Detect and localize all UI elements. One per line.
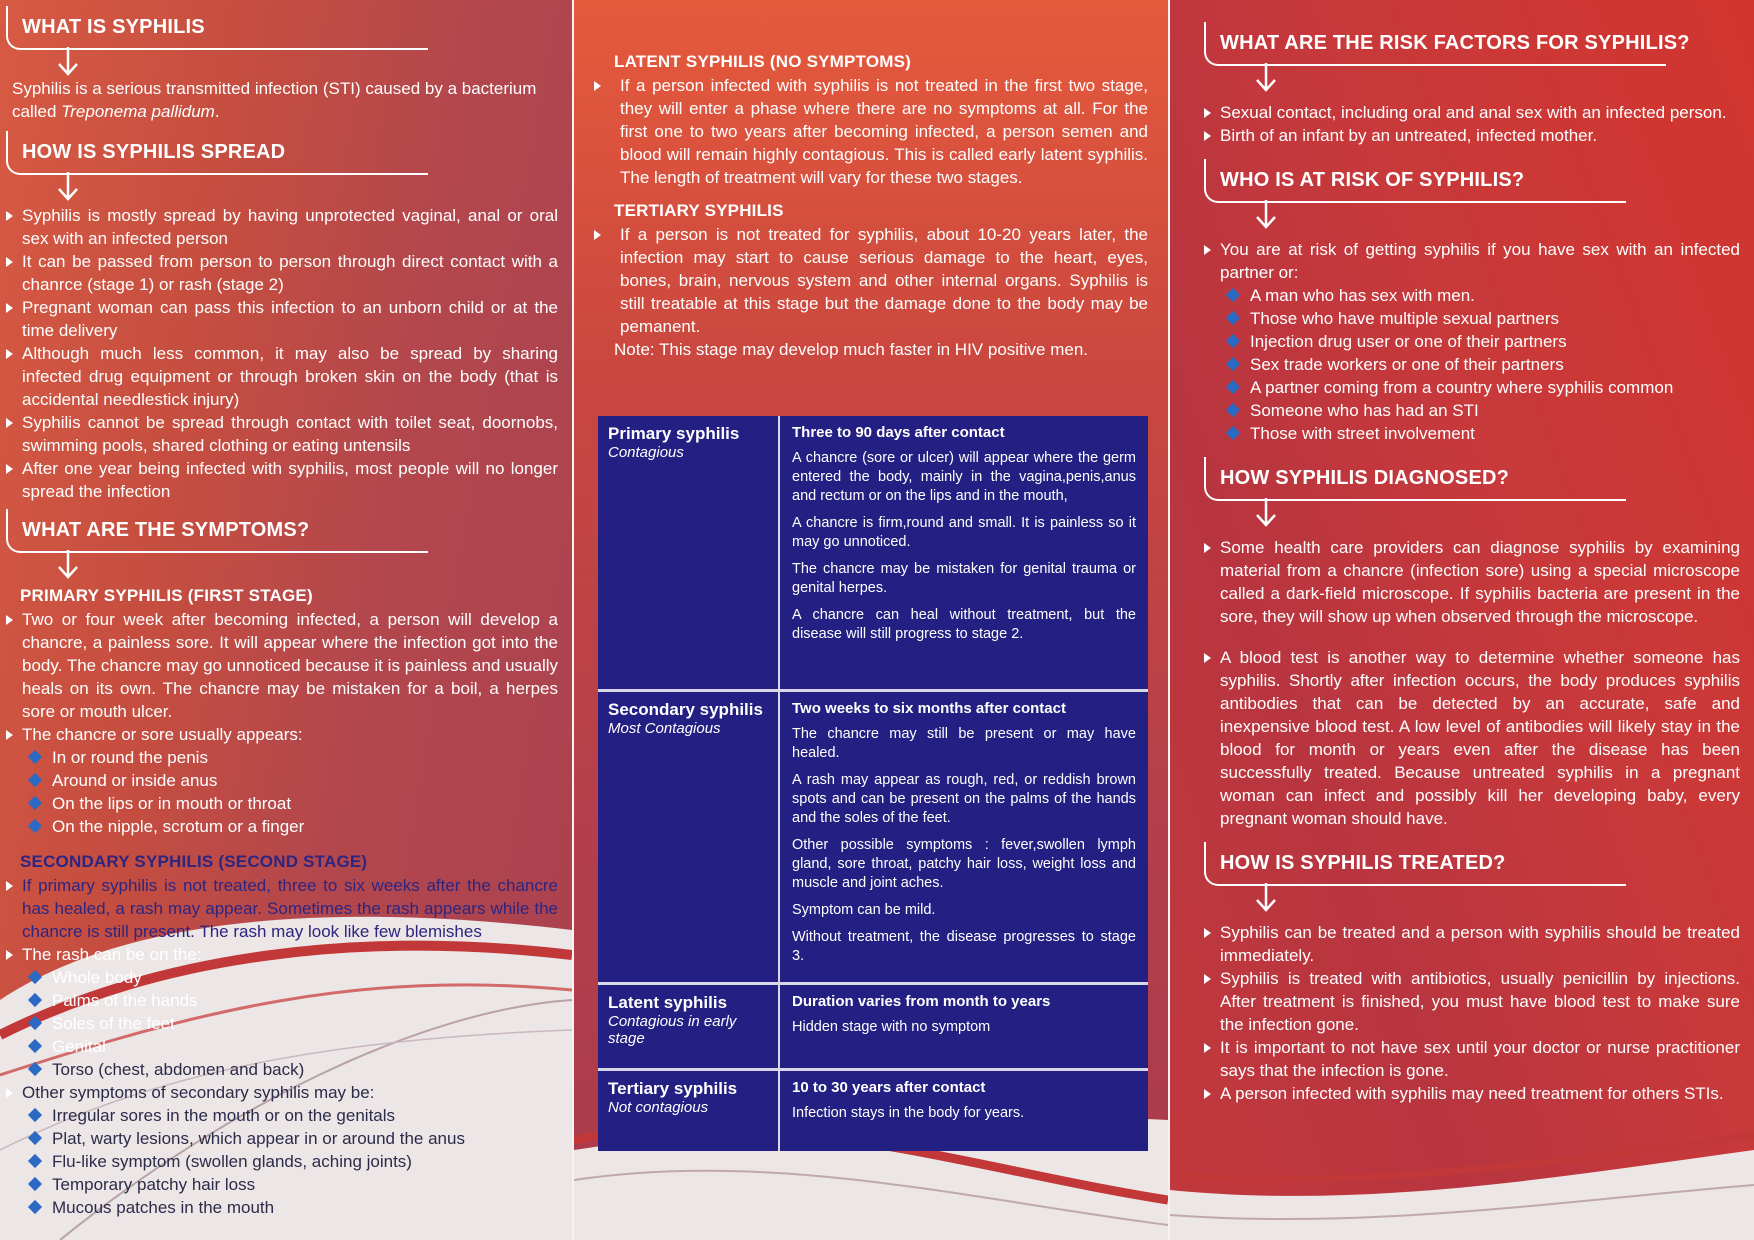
treated-list xyxy=(1198,921,1754,1105)
tertiary-text: If a person is not treated for syphilis, about 10-20 years later, the infection may start to cause serious damage to the heart, eyes, bones, brain, nervous system and other internal organs. Syphilis is still treatable at this stage but the damage done to the body may be pemanent. xyxy=(590,223,1148,338)
table-row xyxy=(598,1069,1148,1151)
list-item: A blood test is another way to determine whether someone has syphilis. Shortly after infection occurs, the body produces syphilis antibodies that can be detected by an accurate, safe and inexpensive blood test. A low level of antibodies will likely stay in the blood for month or years even after the disease has been successfully treated. Because untreated syphilis in a pregnant woman can infect and possibly kill her developing baby, every pregnant woman should have. xyxy=(1200,646,1740,830)
list-item: Torso (chest, abdomen and back) xyxy=(0,1058,572,1081)
list-item: Some health care providers can diagnose syphilis by examining material from a chancre (infection sore) using a special microscope called a dark-field microscope. If syphilis bacteria are present in the sore, they will show up when observed through the microscope. xyxy=(1200,536,1740,628)
list-item: Birth of an infant by an untreated, infected mother. xyxy=(1200,124,1740,147)
stage-contagion: Most Contagious xyxy=(608,719,721,737)
stage-detail: A rash may appear as rough, red, or reddish brown spots and can be present on the palms of the hands and the soles of the feet. xyxy=(792,771,1136,826)
list-item: The rash can be on the: xyxy=(2,943,558,966)
list-item: It is important to not have sex until your doctor or nurse practitioner says that the infection is gone. xyxy=(1200,1036,1740,1082)
table-row xyxy=(598,690,1148,983)
list-item: A man who has sex with men. xyxy=(1198,284,1754,307)
stage-contagion: Contagious in early stage xyxy=(608,1012,737,1047)
risk-factors-list xyxy=(1198,101,1754,147)
stage-detail: Hidden stage with no symptom xyxy=(792,1018,991,1035)
table-row xyxy=(598,983,1148,1069)
stage-name: Primary syphilis xyxy=(608,424,740,443)
list-item: Plat, warty lesions, which appear in or around the anus xyxy=(0,1127,572,1150)
list-item: After one year being infected with syphilis, most people will no longer spread the infection xyxy=(2,457,558,503)
stage-detail: Other possible symptoms : fever,swollen lymph gland, sore throat, patchy hair loss, weight loss and muscle and joint aches. xyxy=(792,836,1136,891)
list-item: Sexual contact, including oral and anal sex with an infected person. xyxy=(1200,101,1740,124)
who-at-risk-list xyxy=(1198,284,1754,445)
down-arrow-icon xyxy=(56,47,80,77)
list-item: You are at risk of getting syphilis if you have sex with an infected partner or: xyxy=(1200,238,1740,284)
middle-panel xyxy=(574,0,1168,1240)
tertiary-list xyxy=(588,223,1168,338)
secondary-stage-list xyxy=(0,874,572,966)
rash-location-list xyxy=(0,966,572,1081)
list-item: Whole body xyxy=(0,966,572,989)
list-item: A person infected with syphilis may need treatment for others STIs. xyxy=(1200,1082,1740,1105)
who-at-risk-heading-block xyxy=(1204,153,1754,232)
list-item: Syphilis is treated with antibiotics, usually penicillin by injections. After treatment is finished, you must have blood test to make sure the infection gone. xyxy=(1200,967,1740,1036)
what-is-heading: WHAT IS SYPHILIS xyxy=(22,16,205,38)
risk-factors-heading: WHAT ARE THE RISK FACTORS FOR SYPHILIS? xyxy=(1220,32,1690,54)
stage-name: Latent syphilis xyxy=(608,992,728,1012)
what-is-text: Syphilis is a serious transmitted infection (STI) caused by a bacterium called Treponema pallidum. xyxy=(12,79,537,121)
stage-name: Secondary syphilis xyxy=(608,699,763,719)
list-item: Syphilis cannot be spread through contact with toilet seat, doornobs, swimming pools, shared clothing or eating untensils xyxy=(2,411,558,457)
stage-detail: A chancre is firm,round and small. It is painless so it may go unnoticed. xyxy=(792,515,1136,550)
tertiary-title: TERTIARY SYPHILIS xyxy=(614,201,784,220)
diagnosed-heading-block xyxy=(1204,451,1754,530)
other-symptoms-list xyxy=(0,1104,572,1219)
down-arrow-icon xyxy=(1254,200,1278,230)
stage-table xyxy=(598,416,1148,1151)
stage-contagion: Not contagious xyxy=(608,1098,709,1116)
list-item: A partner coming from a country where syphilis common xyxy=(1198,376,1754,399)
list-item: In or round the penis xyxy=(0,746,572,769)
list-item: Irregular sores in the mouth or on the genitals xyxy=(0,1104,572,1127)
stage-contagion: Contagious xyxy=(608,444,684,461)
list-item: The chancre or sore usually appears: xyxy=(2,723,558,746)
latent-text: If a person infected with syphilis is not treated in the first two stage, they will enter a phase where there are no symptoms at all. For the first one to two years after becoming infected, a person semen and blood will remain highly contagious. This is called early latent syphilis. The length of treatment will vary for these two stages. xyxy=(590,74,1148,189)
list-item: Those who have multiple sexual partners xyxy=(1198,307,1754,330)
secondary-stage-title: SECONDARY SYPHILIS (SECOND STAGE) xyxy=(20,852,368,871)
list-item: On the lips or in mouth or throat xyxy=(0,792,572,815)
stage-timing: Two weeks to six months after contact xyxy=(792,699,1066,717)
list-item: Soles of the feet xyxy=(0,1012,572,1035)
list-item: If primary syphilis is not treated, three to six weeks after the chancre has healed, a rash may appear. Sometimes the rash appears while the chancre is still present. The rash may look like few blemishes xyxy=(2,874,558,943)
left-panel xyxy=(0,0,572,1240)
stage-name: Tertiary syphilis xyxy=(608,1078,738,1098)
list-item: Someone who has had an STI xyxy=(1198,399,1754,422)
list-item: Injection drug user or one of their partners xyxy=(1198,330,1754,353)
who-at-risk-heading: WHO IS AT RISK OF SYPHILIS? xyxy=(1220,169,1525,191)
list-item: Syphilis is mostly spread by having unprotected vaginal, anal or oral sex with an infected person xyxy=(2,204,558,250)
list-item: Flu-like symptom (swollen glands, aching joints) xyxy=(0,1150,572,1173)
list-item: Other symptoms of secondary syphilis may be: xyxy=(2,1081,558,1104)
down-arrow-icon xyxy=(1254,498,1278,528)
primary-stage-list xyxy=(0,608,572,746)
stage-timing: Duration varies from month to years xyxy=(792,992,1051,1010)
list-item: Syphilis can be treated and a person with syphilis should be treated immediately. xyxy=(1200,921,1740,967)
list-item: Two or four week after becoming infected, a person will develop a chancre, a painless sore. It will appear where the infection got into the body. The chancre may go unnoticed because it is painless and usually heals on its own. The chancre may be mistaken for a boil, a herpes sore or mouth ulcer. xyxy=(2,608,558,723)
list-item: Although much less common, it may also be spread by sharing infected drug equipment or through broken skin on the body (that is accidental needlestick injury) xyxy=(2,342,558,411)
list-item: Sex trade workers or one of their partners xyxy=(1198,353,1754,376)
down-arrow-icon xyxy=(56,172,80,202)
stage-detail: Infection stays in the body for years. xyxy=(792,1104,1025,1121)
spread-heading-block xyxy=(6,125,572,204)
stage-detail: Without treatment, the disease progresses to stage 3. xyxy=(792,928,1136,964)
symptoms-heading: WHAT ARE THE SYMPTOMS? xyxy=(22,519,310,541)
spread-heading: HOW IS SYPHILIS SPREAD xyxy=(22,141,286,163)
stage-detail: The chancre may still be present or may have healed. xyxy=(792,725,1136,761)
right-panel xyxy=(1170,0,1754,1240)
list-item: On the nipple, scrotum or a finger xyxy=(0,815,572,838)
list-item: Temporary patchy hair loss xyxy=(0,1173,572,1196)
symptoms-heading-block xyxy=(6,503,572,582)
other-symptoms-intro xyxy=(0,1081,572,1104)
stage-timing: 10 to 30 years after contact xyxy=(792,1078,986,1096)
list-item: Palms of the hands xyxy=(0,989,572,1012)
stage-detail: A chancre can heal without treatment, but the disease will still progress to stage 2. xyxy=(792,607,1136,642)
diagnosed-list xyxy=(1198,536,1754,830)
primary-stage-title: PRIMARY SYPHILIS (FIRST STAGE) xyxy=(20,586,313,605)
stage-detail: A chancre (sore or ulcer) will appear where the germ entered the body, mainly in the vagina,penis,anus and rectum or on the lips and in the mouth, xyxy=(792,450,1136,504)
list-item: Genital xyxy=(0,1035,572,1058)
what-is-heading-block xyxy=(6,0,572,79)
list-item: Those with street involvement xyxy=(1198,422,1754,445)
down-arrow-icon xyxy=(1254,63,1278,93)
stage-detail: Symptom can be mild. xyxy=(792,901,936,918)
treated-heading: HOW IS SYPHILIS TREATED? xyxy=(1220,852,1506,874)
list-item: Around or inside anus xyxy=(0,769,572,792)
stage-detail: The chancre may be mistaken for genital trauma or genital herpes. xyxy=(792,561,1136,596)
down-arrow-icon xyxy=(1254,883,1278,913)
stage-timing: Three to 90 days after contact xyxy=(792,424,1005,441)
diagnosed-heading: HOW SYPHILIS DIAGNOSED? xyxy=(1220,467,1510,489)
latent-list xyxy=(588,74,1168,189)
list-item: Pregnant woman can pass this infection to an unborn child or at the time delivery xyxy=(2,296,558,342)
latent-title: LATENT SYPHILIS (NO SYMPTOMS) xyxy=(614,52,912,71)
who-at-risk-intro xyxy=(1198,238,1754,284)
table-row xyxy=(598,416,1148,690)
treated-heading-block xyxy=(1204,836,1754,915)
list-item: Mucous patches in the mouth xyxy=(0,1196,572,1219)
chancre-location-list xyxy=(0,746,572,838)
list-item: It can be passed from person to person through direct contact with a chanrce (stage 1) or rash (stage 2) xyxy=(2,250,558,296)
down-arrow-icon xyxy=(56,550,80,580)
risk-factors-heading-block xyxy=(1204,16,1754,95)
tertiary-note: Note: This stage may develop much faster in HIV positive men. xyxy=(614,340,1089,359)
spread-list xyxy=(0,204,572,503)
